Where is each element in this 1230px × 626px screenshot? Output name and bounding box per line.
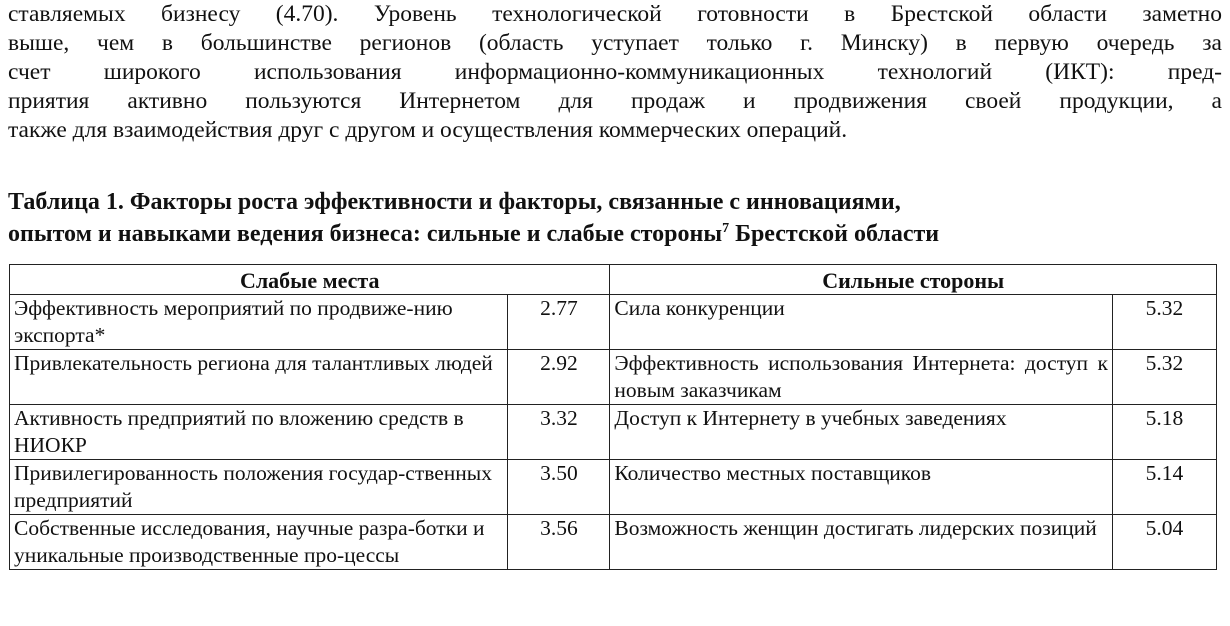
table-row [10, 405, 1217, 460]
table-header-row [10, 265, 1217, 295]
paragraph-line: выше, чем в большинстве регионов (область уступает только г. Минску) в первую очередь за [8, 30, 1222, 56]
weak-factor-label: Собственные исследования, научные разра-ботки и уникальные производственные про-цессы [10, 515, 508, 570]
strong-factor-label: Доступ к Интернету в учебных заведениях [610, 405, 1113, 460]
strong-factor-label: Количество местных поставщиков [610, 460, 1113, 515]
table-row [10, 460, 1217, 515]
weak-factor-value: 3.56 [508, 515, 610, 570]
strong-factor-label: Эффективность использования Интернета: доступ к новым заказчикам [610, 350, 1113, 405]
caption-line-2-tail: Брестской области [729, 221, 940, 247]
weak-factor-label: Привлекательность региона для талантливых людей [10, 350, 508, 405]
weak-factor-value: 3.50 [508, 460, 610, 515]
caption-line-1: Таблица 1. Факторы роста эффективности и факторы, связанные с инновациями, [8, 189, 901, 215]
strong-factor-value: 5.14 [1112, 460, 1216, 515]
weak-factor-value: 3.32 [508, 405, 610, 460]
paragraph-line: счет широкого использования информационно-коммуникационных технологий (ИКТ): пред- [8, 59, 1222, 85]
strong-factor-value: 5.32 [1112, 350, 1216, 405]
table-row [10, 295, 1217, 350]
factors-table [9, 264, 1217, 570]
footnote-marker: 7 [722, 221, 730, 236]
weak-factor-value: 2.92 [508, 350, 610, 405]
table-caption [8, 186, 1222, 250]
table-row [10, 350, 1217, 405]
weak-factor-label: Эффективность мероприятий по продвиже-нию экспорта* [10, 295, 508, 350]
caption-line-2 [8, 218, 1222, 250]
strong-factor-value: 5.18 [1112, 405, 1216, 460]
body-paragraph [8, 0, 1222, 145]
weak-factor-label: Привилегированность положения государ-ственных предприятий [10, 460, 508, 515]
strong-factor-value: 5.04 [1112, 515, 1216, 570]
strong-factor-label: Сила конкуренции [610, 295, 1113, 350]
paragraph-line: также для взаимодействия друг с другом и осуществления коммерческих операций. [8, 117, 848, 143]
paragraph-line: приятия активно пользуются Интернетом для продаж и продвижения своей продукции, а [8, 88, 1222, 114]
strong-points-header: Сильные стороны [610, 265, 1217, 295]
strong-factor-label: Возможность женщин достигать лидерских позиций [610, 515, 1113, 570]
weak-factor-value: 2.77 [508, 295, 610, 350]
caption-line-2-text: опытом и навыками ведения бизнеса: сильные и слабые стороны [8, 221, 723, 247]
paragraph-line: ставляемых бизнесу (4.70). Уровень технологической готовности в Брестской области заметно [8, 1, 1222, 27]
strong-factor-value: 5.32 [1112, 295, 1216, 350]
weak-factor-label: Активность предприятий по вложению средств в НИОКР [10, 405, 508, 460]
weak-points-header: Слабые места [10, 265, 610, 295]
table-row [10, 515, 1217, 570]
